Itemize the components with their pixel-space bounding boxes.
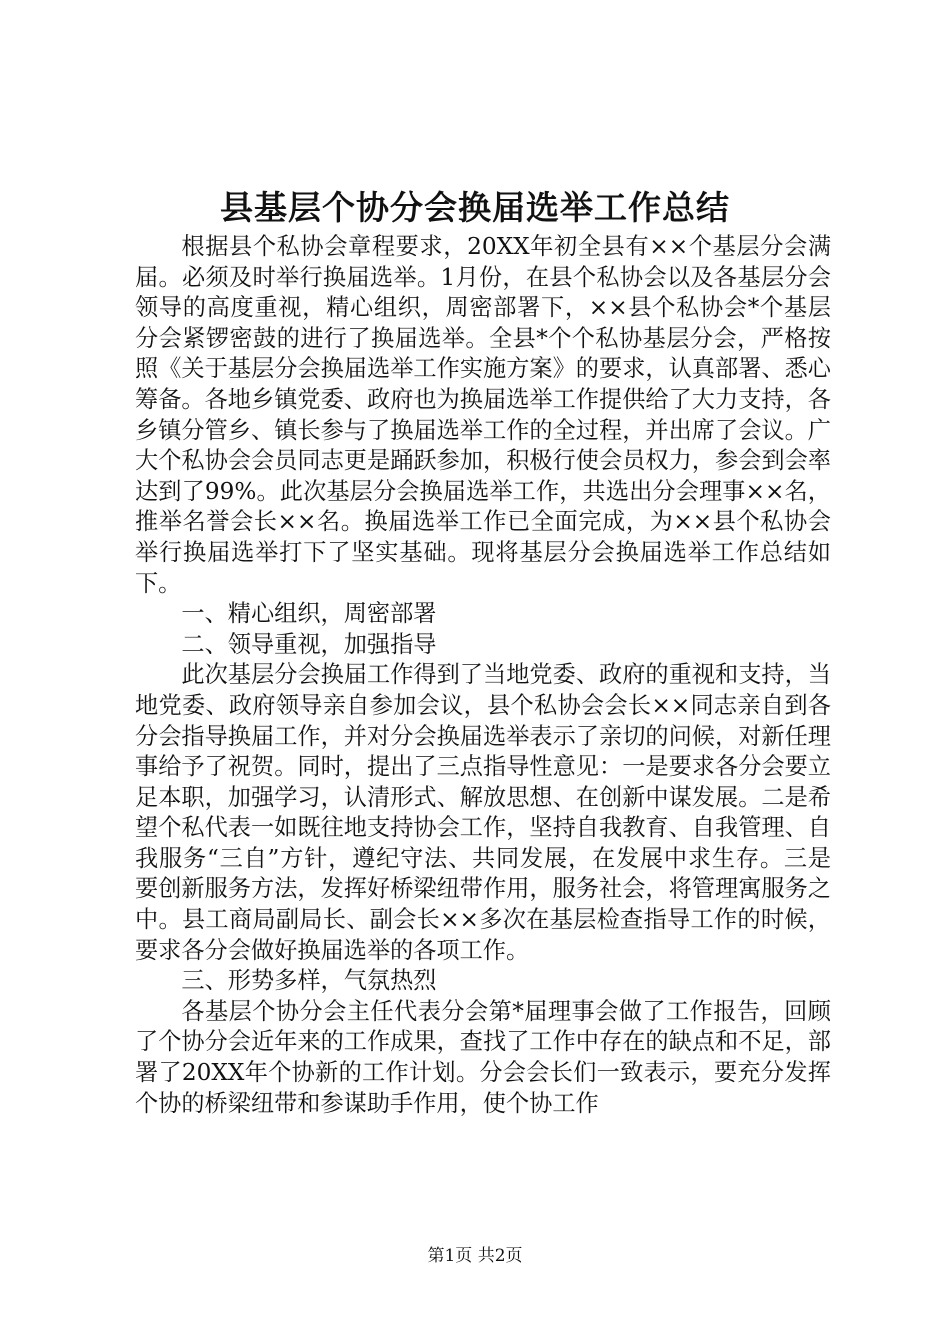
paragraph-leadership: 此次基层分会换届工作得到了当地党委、政府的重视和支持，当地党委、政府领导亲自参加会议，县个私协会会长××同志亲自到各分会指导换届工作，并对分会换届选举表示了亲切的问候，对新任理事给予了祝贺。同时，提出了三点指导性意见：一是要求各分会要立足本职，加强学习，认清形式、解放思想、在创新中谋发展。二是希望个私代表一如既往地支持协会工作，坚持自我教育、自我管理、自我服务“三自”方针，遵纪守法、共同发展，在发展中求生存。三是要创新服务方法，发挥好桥梁纽带作用，服务社会，将管理寓服务之中。县工商局副局长、副会长××多次在基层检查指导工作的时候，要求各分会做好换届选举的各项工作。 <box>135 661 831 964</box>
document-title: 县基层个协分会换届选举工作总结 <box>220 188 730 227</box>
document-body <box>135 232 831 1119</box>
paragraph-intro: 根据县个私协会章程要求，20XX年初全县有××个基层分会满届。必须及时举行换届选举。1月份，在县个私协会以及各基层分会领导的高度重视，精心组织，周密部署下，××县个私协会*个基层分会紧锣密鼓的进行了换届选举。全县*个个私协基层分会，严格按照《关于基层分会换届选举工作实施方案》的要求，认真部署、悉心筹备。各地乡镇党委、政府也为换届选举工作提供给了大力支持，各乡镇分管乡、镇长参与了换届选举工作的全过程，并出席了会议。广大个私协会会员同志更是踊跃参加，积极行使会员权力，参会到会率达到了99%。此次基层分会换届选举工作，共选出分会理事××名，推举名誉会长××名。换届选举工作已全面完成，为××县个私协会举行换届选举打下了坚实基础。现将基层分会换届选举工作总结如下。 <box>135 233 831 597</box>
section-heading-2: 二、领导重视，加强指导 <box>181 630 437 658</box>
paragraph-atmosphere: 各基层个协分会主任代表分会第*届理事会做了工作报告，回顾了个协分会近年来的工作成果，查找了工作中存在的缺点和不足，部署了20XX年个协新的工作计划。分会会长们一致表示，要充分发挥个协的桥梁纽带和参谋助手作用，使个协工作 <box>135 997 831 1117</box>
page-number-footer: 第1页 共2页 <box>427 1246 523 1266</box>
section-heading-1: 一、精心组织，周密部署 <box>181 600 437 628</box>
section-heading-3: 三、形势多样，气氛热烈 <box>181 967 437 995</box>
